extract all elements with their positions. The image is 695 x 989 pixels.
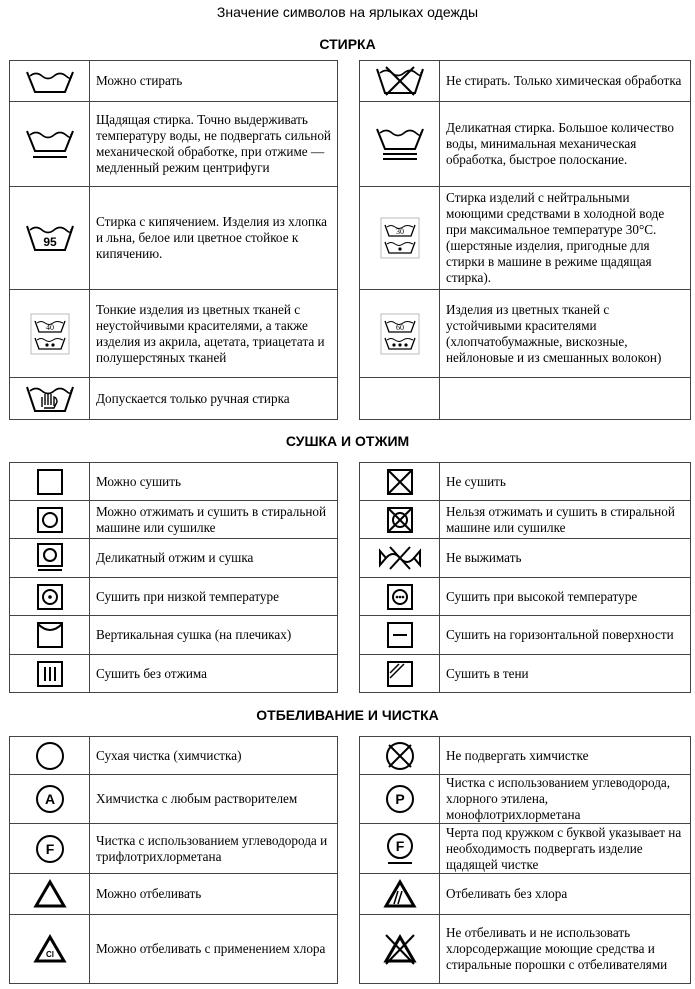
symbol-description: Щадящая стирка. Точно выдерживать температуру воды, не подвергать сильной механической обработке, при отжиме — медленный режим центрифуги [90,102,338,187]
table-row [10,539,338,578]
table-row [360,775,691,824]
symbol-description: Отбеливать без хлора [440,874,691,915]
symbol-description: Можно сушить [90,463,338,501]
table-row [360,61,691,102]
dry-clean-letter: P [394,791,405,807]
symbol-description: Стирка изделий с нейтральными моющими средствами в холодной воде при максимальное температуре 30°С. (шерстяные изделия, пригодные для стирки в машине в режиме щадящая стирка). [440,187,691,290]
table-row [360,187,691,290]
symbol-description: Чистка с использованием углеводорода, хлорного этилена, монофлотрихлорметана [440,775,691,824]
symbol-description: Не подвергать химчистке [440,737,691,775]
table-row [10,775,338,824]
washing-table-right [359,60,691,420]
wash-temp-label: 40 [45,322,54,332]
symbol-description: Сушить на горизонтальной поверхности [440,616,691,655]
symbol-description: Можно отбеливать с применением хлора [90,915,338,984]
symbol-description: Допускается только ручная стирка [90,378,338,420]
table-row [10,737,338,775]
dry-shade-icon [360,655,440,693]
table-row [10,578,338,616]
table-row [10,501,338,539]
section-title-drying: СУШКА И ОТЖИМ [285,433,410,449]
section-title-bleaching: ОТБЕЛИВАНИЕ И ЧИСТКА [256,707,439,723]
section-title-washing: СТИРКА [319,36,376,52]
wash-tub-icon [10,61,90,102]
no-wring-icon [360,539,440,578]
wash-95-icon [10,187,90,290]
symbol-description: Сушить в тени [440,655,691,693]
non-chlorine-bleach-icon [360,874,440,915]
dry-clean-icon [10,737,90,775]
dry-clean-f-icon [10,824,90,874]
wash-temp-label: 60 [395,322,404,332]
symbol-description: Нельзя отжимать и сушить в стиральной машине или сушилке [440,501,691,539]
no-dry-clean-icon [360,737,440,775]
wash-temp-label: 30 [395,227,404,236]
table-row [10,187,338,290]
table-row [360,463,691,501]
wash-delicate-icon [360,102,440,187]
bleach-chlorine-icon [10,915,90,984]
dry-clean-letter: A [44,791,55,807]
wash-temp-label: 95 [42,235,57,249]
symbol-description: Сушить при низкой температуре [90,578,338,616]
no-tumble-dry-icon [360,501,440,539]
symbol-description: Можно отжимать и сушить в стиральной машине или сушилке [90,501,338,539]
no-bleach-icon [360,915,440,984]
symbol-description: Стирка с кипячением. Изделия из хлопка и льна, белое или цветное стойкое к кипячению. [90,187,338,290]
table-row [360,915,691,984]
dry-clean-a-icon [10,775,90,824]
drip-dry-icon [10,655,90,693]
chlorine-label: Cl [45,950,54,959]
tumble-dry-gentle-icon [10,539,90,578]
empty-cell [360,378,440,420]
symbol-description: Черта под кружком с буквой указывает на необходимость подвергать изделие щадящей чистке [440,824,691,874]
table-row [10,290,338,378]
drying-table-right [359,462,691,693]
table-row [360,616,691,655]
table-row [360,655,691,693]
wash-40-icon [10,290,90,378]
table-row [10,915,338,984]
dry-flat-icon [360,616,440,655]
symbol-description: Чистка с использованием углеводорода и трифлотрихлорметана [90,824,338,874]
table-row [10,102,338,187]
tumble-dry-high-icon [360,578,440,616]
line-dry-icon [10,616,90,655]
symbol-description: Не выжимать [440,539,691,578]
symbol-description: Можно стирать [90,61,338,102]
symbol-description [440,378,691,420]
symbol-description: Вертикальная сушка (на плечиках) [90,616,338,655]
no-wash-icon [360,61,440,102]
symbol-description: Изделия из цветных тканей с устойчивыми красителями (хлопчатобумажные, вискозные, нейлоновые и из смешанных волокон) [440,290,691,378]
symbol-description: Можно отбеливать [90,874,338,915]
symbol-description: Сушить без отжима [90,655,338,693]
table-row [10,463,338,501]
table-row [360,737,691,775]
symbol-description: Деликатный отжим и сушка [90,539,338,578]
page-title: Значение символов на ярлыках одежды [216,4,479,20]
table-row [10,874,338,915]
drying-table-left [9,462,338,693]
dry-square-icon [10,463,90,501]
table-row [360,378,691,420]
dry-clean-f-gentle-icon [360,824,440,874]
no-dry-icon [360,463,440,501]
tumble-dry-low-icon [10,578,90,616]
symbol-description: Тонкие изделия из цветных тканей с неустойчивыми красителями, а также изделия из акрила, ацетата, триацетата и полушерстяных тканей [90,290,338,378]
dry-clean-letter: F [45,840,54,857]
table-row [360,824,691,874]
table-row [10,378,338,420]
table-row [360,874,691,915]
symbol-description: Не стирать. Только химическая обработка [440,61,691,102]
table-row [10,824,338,874]
dry-clean-letter: F [395,837,404,854]
table-row [10,61,338,102]
table-row [360,539,691,578]
table-row [360,102,691,187]
wash-60-icon [360,290,440,378]
washing-table-left [9,60,338,420]
table-row [360,578,691,616]
dry-clean-p-icon [360,775,440,824]
bleach-icon [10,874,90,915]
symbol-description: Деликатная стирка. Большое количество воды, минимальная механическая обработка, быстрое полоскание. [440,102,691,187]
bleaching-table-left [9,736,338,984]
table-row [360,290,691,378]
wash-30-icon [360,187,440,290]
tumble-dry-icon [10,501,90,539]
symbol-description: Сухая чистка (химчистка) [90,737,338,775]
table-row [360,501,691,539]
bleaching-table-right [359,736,691,984]
table-row [10,655,338,693]
table-row [10,616,338,655]
wash-gentle-icon [10,102,90,187]
hand-wash-icon [10,378,90,420]
symbol-description: Не сушить [440,463,691,501]
symbol-description: Не отбеливать и не использовать хлорсодержащие моющие средства и стиральные порошки с отбеливателями [440,915,691,984]
symbol-description: Сушить при высокой температуре [440,578,691,616]
symbol-description: Химчистка с любым растворителем [90,775,338,824]
